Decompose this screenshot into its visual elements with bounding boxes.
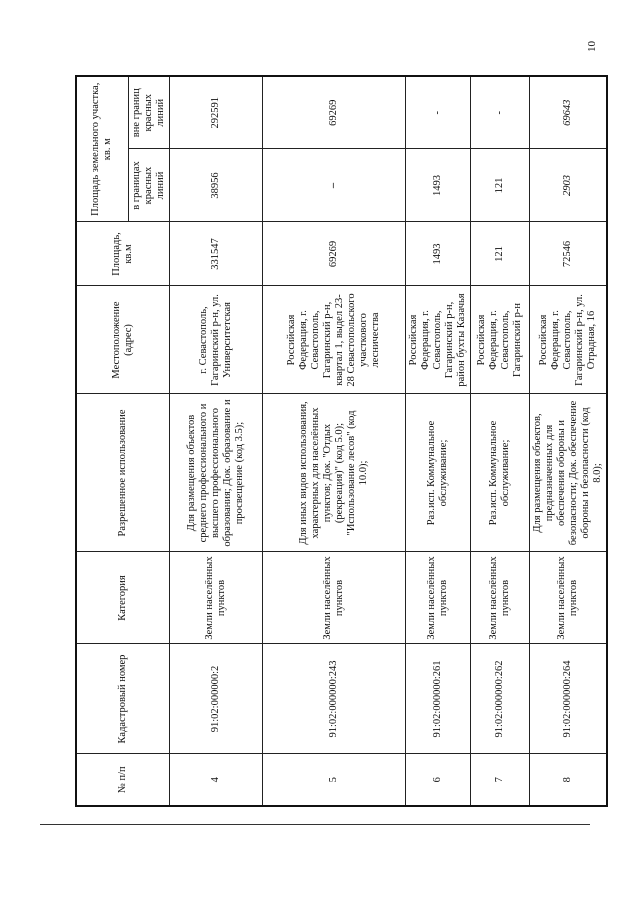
cell-location: Российская Федерация, г. Севастополь, Гагаринский р-н, ул. Отрадная, 16 xyxy=(529,286,607,394)
rotated-table-container xyxy=(75,77,603,807)
cell-outside: - xyxy=(405,76,470,149)
cell-area: 331547 xyxy=(169,222,262,286)
cell-cadastral: 91:02:000000:261 xyxy=(405,644,470,754)
cell-area: 69269 xyxy=(262,222,405,286)
cell-outside: 69269 xyxy=(262,76,405,149)
cell-category: Земли населённых пунктов xyxy=(470,552,529,644)
cell-num: 8 xyxy=(529,754,607,806)
header-outside: вне границ красных линий xyxy=(128,76,169,149)
land-plots-table xyxy=(75,75,608,807)
cell-num: 5 xyxy=(262,754,405,806)
header-num: № п/п xyxy=(76,754,169,806)
cell-area: 1493 xyxy=(405,222,470,286)
table-row xyxy=(529,76,607,806)
cell-cadastral: 91:02:000000:243 xyxy=(262,644,405,754)
cell-location: Российская Федерация, г. Севастополь, Гагаринский р-н, квартал 1, выдел 23-28 Севастопольского участкового лесничества xyxy=(262,286,405,394)
cell-num: 4 xyxy=(169,754,262,806)
cell-outside: 292591 xyxy=(169,76,262,149)
cell-area: 72546 xyxy=(529,222,607,286)
cell-category: Земли населённых пунктов xyxy=(169,552,262,644)
cell-outside: 69643 xyxy=(529,76,607,149)
cell-outside: - xyxy=(470,76,529,149)
table-header xyxy=(76,76,169,806)
header-within: в границах красных линий xyxy=(128,149,169,222)
cell-within: 1493 xyxy=(405,149,470,222)
cell-area: 121 xyxy=(470,222,529,286)
cell-within: 2903 xyxy=(529,149,607,222)
cell-usage: Для размещения объектов, предназначенных для обеспечения обороны и безопасности; Док. обеспечение обороны и безопасности (код 8.0); xyxy=(529,394,607,552)
cell-within: 38956 xyxy=(169,149,262,222)
table-row xyxy=(470,76,529,806)
table-row xyxy=(169,76,262,806)
header-category: Категория xyxy=(76,552,169,644)
header-location: Местоположение (адрес) xyxy=(76,286,169,394)
cell-location: г. Севастополь, Гагаринский р-н, ул. Университетская xyxy=(169,286,262,394)
table-row xyxy=(405,76,470,806)
header-area: Площадь, кв.м xyxy=(76,222,169,286)
cell-cadastral: 91:02:000000:2 xyxy=(169,644,262,754)
cell-within: 121 xyxy=(470,149,529,222)
header-usage: Разрешенное использование xyxy=(76,394,169,552)
cell-within: – xyxy=(262,149,405,222)
cell-num: 6 xyxy=(405,754,470,806)
page-number: 10 xyxy=(586,41,598,52)
header-plot-area: Площадь земельного участка, кв. м xyxy=(76,76,128,222)
bottom-rule xyxy=(40,824,590,825)
cell-location: Российская Федерация, г. Севастополь, Гагаринский р-н xyxy=(470,286,529,394)
header-cadastral: Кадастровый номер xyxy=(76,644,169,754)
cell-cadastral: 91:02:000000:262 xyxy=(470,644,529,754)
table-row xyxy=(262,76,405,806)
cell-cadastral: 91:02:000000:264 xyxy=(529,644,607,754)
cell-category: Земли населённых пунктов xyxy=(529,552,607,644)
cell-usage: Раз.исп. Коммунальное обслуживание; xyxy=(470,394,529,552)
cell-location: Российская Федерация, г. Севастополь, Гагаринский р-н, район бухты Казачья xyxy=(405,286,470,394)
cell-category: Земли населённых пунктов xyxy=(262,552,405,644)
cell-usage: Для размещения объектов среднего профессионального и высшего профессионального образования; Док. образование и просвещение (код 3.5); xyxy=(169,394,262,552)
cell-usage: Для иных видов использования, характерных для населённых пунктов; Док. "Отдых (рекреация)" (код 5.0); "Использование лесов" (код 10.0); xyxy=(262,394,405,552)
cell-category: Земли населённых пунктов xyxy=(405,552,470,644)
cell-usage: Раз.исп. Коммунальное обслуживание; xyxy=(405,394,470,552)
cell-num: 7 xyxy=(470,754,529,806)
